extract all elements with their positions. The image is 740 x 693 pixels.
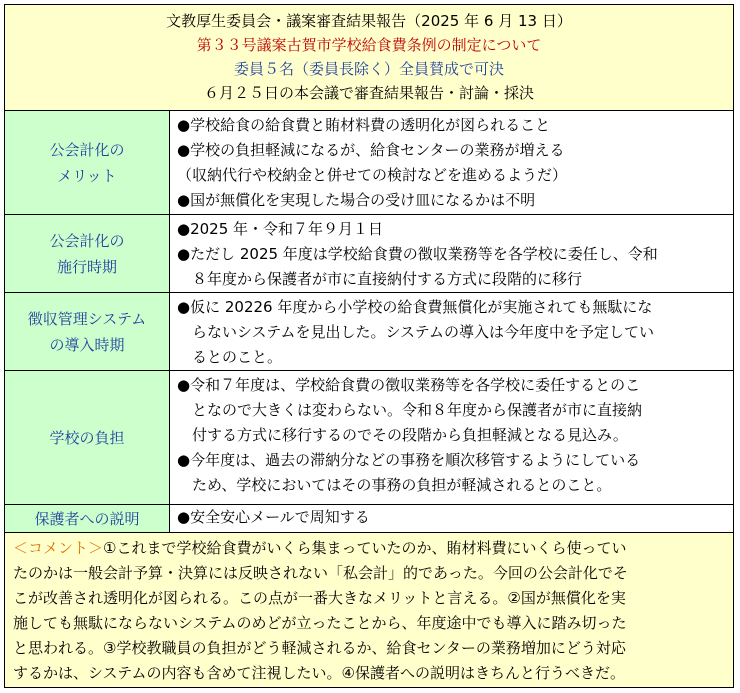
row-content — [170, 111, 733, 214]
report-header — [5, 5, 733, 111]
comment-box — [5, 533, 733, 687]
row-label-line: 徴収管理システム — [27, 309, 147, 328]
content-line: ●今年度は、過去の滞納分などの事務を順次移管するようにしている — [177, 451, 641, 469]
row-content — [170, 371, 733, 504]
row-content — [170, 505, 733, 532]
row-label — [5, 111, 170, 214]
content-line: （収納代行や校納金と併せての検討などを進めるようだ） — [177, 166, 568, 184]
bill-title: 第３３号議案古賀市学校給食費条例の制定について — [196, 36, 542, 54]
report-title: 文教厚生委員会・議案審査結果報告（2025 年 6 月 13 日） — [166, 12, 572, 30]
vote-result: 委員５名（委員長除く）全員賛成で可決 — [233, 60, 504, 78]
row-school-burden — [5, 371, 733, 505]
row-label — [5, 505, 170, 532]
content-line: 付する方式に移行するのでその段階から負担軽減となる見込み。 — [192, 426, 628, 444]
row-merits — [5, 111, 733, 215]
row-label-line: 学校の負担 — [49, 428, 125, 447]
content-line: となので大きくは変わらない。令和８年度から保護者が市に直接納 — [192, 401, 643, 419]
content-line: ●令和７年度は、学校給食費の徴収業務等を各学校に委任するとのこ — [177, 376, 641, 394]
row-content — [170, 293, 733, 370]
row-label-line: 公会計化の — [49, 140, 125, 159]
comment-line: するかは、システムの内容も含めて注視したい。④保護者への説明はきちんと行うべきだ。 — [13, 664, 625, 682]
row-label-line: 施行時期 — [56, 257, 117, 276]
row-parents — [5, 505, 733, 533]
content-line: ●仮に 20226 年度から小学校の給食費無償化が実施されても無駄にな — [177, 298, 653, 316]
content-line: ●ただし 2025 年度は学校給食費の徴収業務等を各学校に委任し、令和 — [177, 245, 658, 263]
row-label — [5, 371, 170, 504]
content-line: ●学校の負担軽減になるが、給食センターの業務が増える — [177, 141, 565, 159]
row-content — [170, 215, 733, 292]
row-label-line: の導入時期 — [49, 335, 125, 354]
row-label — [5, 293, 170, 370]
row-system — [5, 293, 733, 371]
content-line: るとのこと。 — [192, 348, 283, 366]
report-table — [4, 4, 734, 688]
comment-line: 施しても無駄にならないシステムのめどが立ったことから、年度途中でも導入に踏み切った — [13, 614, 627, 632]
row-label — [5, 215, 170, 292]
comment-line: ①これまで学校給食費がいくら集まっていたのか、賄材料費にいくら使ってい — [103, 539, 627, 557]
content-line: ため、学校においてはその事務の負担が軽減されるとのこと。 — [192, 476, 612, 494]
comment-line: こが改善され透明化が図られる。この点が一番大きなメリットと言える。②国が無償化を実 — [13, 589, 626, 607]
comment-line: と思われる。③学校教職員の負担がどう軽減されるか、給食センターの業務増加にどう対応 — [13, 639, 626, 657]
content-line: ●安全安心メールで周知する — [177, 508, 370, 526]
content-line: ●学校給食の給食費と賄材料費の透明化が図られること — [177, 116, 551, 134]
content-line: らないシステムを見出した。システムの導入は今年度中を予定してい — [192, 323, 655, 341]
content-line: ●国が無償化を実現した場合の受け皿になるかは不明 — [177, 191, 536, 209]
row-label-line: 公会計化の — [49, 231, 125, 250]
plenary-note: ６月２５日の本会議で審査結果報告・討論・採決 — [203, 84, 534, 102]
comment-tag: ＜コメント＞ — [13, 539, 104, 557]
content-line: ●2025 年・令和７年９月１日 — [177, 220, 384, 238]
row-label-line: メリット — [57, 166, 117, 185]
row-enforcement — [5, 215, 733, 293]
comment-line: たのかは一般会計予算・決算には反映されない「私会計」的であった。今回の公会計化でそ — [13, 564, 628, 582]
row-label-line: 保護者への説明 — [34, 509, 140, 528]
content-line: ８年度から保護者が市に直接納付する方式に段階的に移行 — [192, 270, 583, 288]
